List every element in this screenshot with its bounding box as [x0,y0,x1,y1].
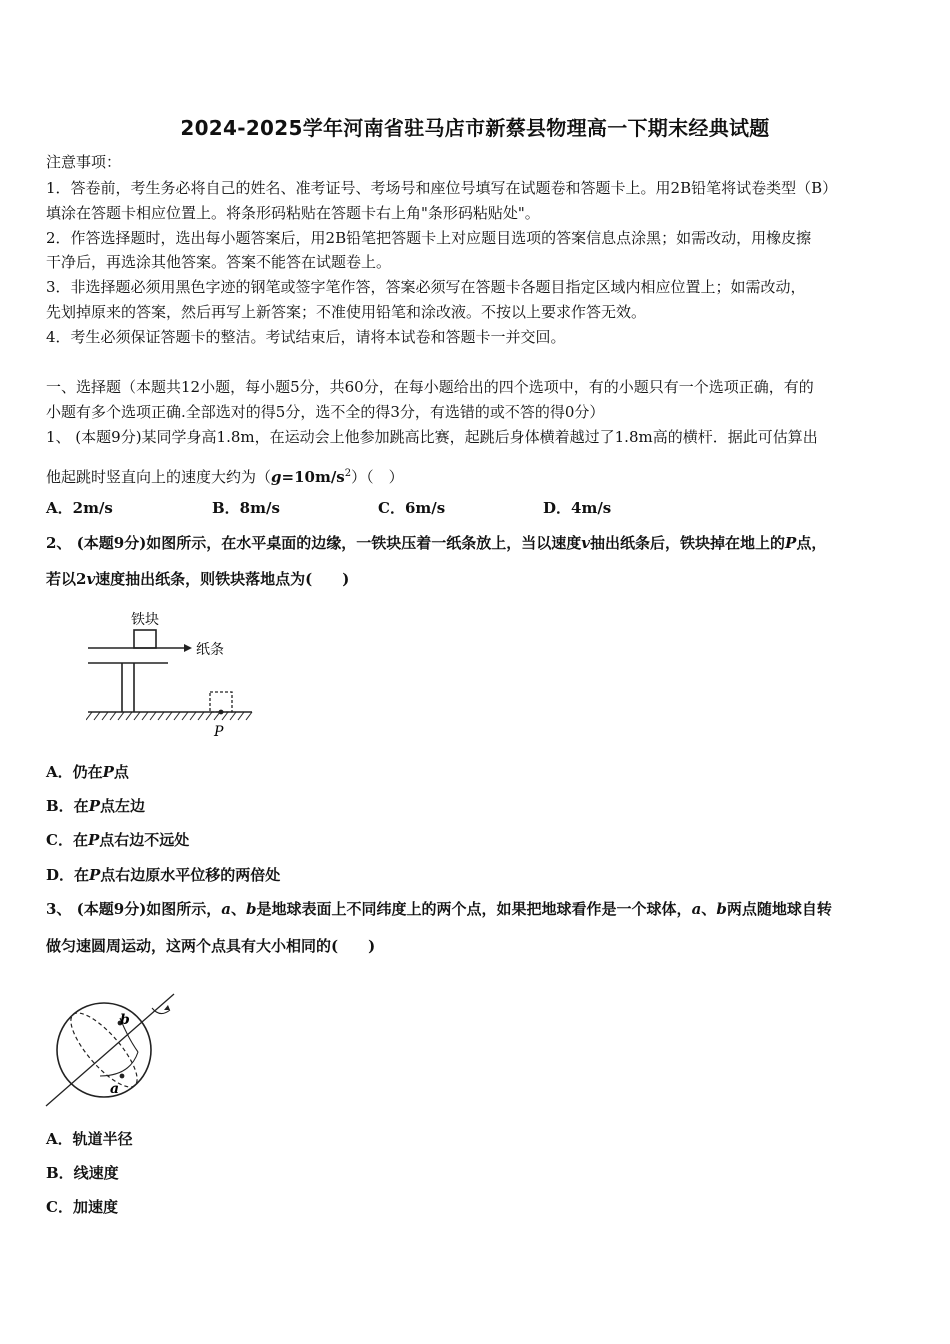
arrow-head-icon [164,1005,170,1010]
point-b-label: b [120,1012,130,1028]
q1-option-a[interactable]: A．2m/s [46,499,113,517]
q2-option-text: 点右边不远处 [99,831,190,849]
notice-line: 干净后，再选涂其他答案。答案不能答在试题卷上。 [46,253,392,271]
q2-option-text: 点左边 [99,797,145,815]
q2-text-part: 速度抽出纸条，则铁块落地点为( ) [95,570,350,588]
latitude-circle-a [100,1052,138,1076]
ground-hatching [86,712,252,720]
paper-strip-label: 纸条 [196,642,224,658]
point-b-symbol: b [716,900,727,918]
q3-text-part: 两点随地球自转 [726,900,832,918]
gravity-exponent: 2 [344,468,352,479]
q2-text-part: 2、 (本题9分)如图所示，在水平桌面的边缘，一铁块压着一纸条放上，当以速度 [46,534,582,552]
point-p-symbol: P [785,534,797,552]
velocity-symbol: v [581,534,591,552]
page-title: 2024-2025学年河南省驻马店市新蔡县物理高一下期末经典试题 [180,116,770,140]
q2-option-text: C．在 [46,831,88,849]
notice-line: 4．考生必须保证答题卡的整洁。考试结束后，请将本试卷和答题卡一并交回。 [46,328,566,346]
point-a-symbol: a [691,900,702,918]
point-a-label: a [110,1081,120,1097]
q1-text-part: ）（ ） [351,468,404,486]
q1-option-c[interactable]: C．6m/s [378,499,446,517]
table-iron-block-figure [86,606,258,742]
point-a-symbol: a [221,900,232,918]
q2-option-text: 点 [113,763,129,781]
point-p-symbol: P [89,866,101,884]
q2-text-part: 点， [796,534,827,552]
section-heading-cont: 小题有多个选项正确.全部选对的得5分，选不全的得3分，有选错的或不答的得0分） [46,403,605,421]
notice-line: 1．答卷前，考生务必将自己的姓名、准考证号、考场号和座位号填写在试题卷和答题卡上。用2B铅笔将试卷类型（B） [46,179,838,197]
earth-rotation-figure [42,990,182,1110]
q2-option-text: B．在 [46,797,89,815]
point-p-symbol: P [88,797,100,815]
point-p-symbol: P [87,831,100,849]
landing-outline [210,692,232,712]
arrow-right-icon [184,644,192,652]
q2-option-d[interactable] [46,865,280,885]
q2-text [46,533,826,553]
q2-text-cont [46,569,349,589]
q1-option-d[interactable]: D．4m/s [543,499,612,517]
notice-line: 先划掉原来的答案，然后再写上新答案；不准使用铅笔和涂改液。不按以上要求作答无效。 [46,303,647,321]
notice-heading: 注意事项： [46,153,122,171]
q2-option-text: A．仍在 [46,763,103,781]
q1-text-cont [46,464,404,487]
q1-option-b[interactable]: B．8m/s [212,499,280,517]
q2-option-c[interactable] [46,830,189,850]
iron-block-label: 铁块 [131,612,159,628]
velocity-symbol: v [86,570,96,588]
q2-text-part: 若以2 [46,570,87,588]
point-p-label: P [214,724,224,740]
q3-text-part: 、 [701,900,717,918]
q2-text-part: 抽出纸条后，铁块掉在地上的 [590,534,786,552]
point-p-dot [219,710,224,715]
q2-option-a[interactable] [46,762,129,782]
q3-option-b[interactable]: B．线速度 [46,1164,119,1182]
point-a-dot [120,1074,125,1079]
q3-option-a[interactable]: A．轨道半径 [46,1130,133,1148]
gravity-value: =10m/s [281,468,345,486]
point-b-symbol: b [246,900,257,918]
q3-text-part: 3、 (本题9分)如图所示， [46,900,222,918]
gravity-symbol: g [271,468,282,486]
q3-option-c[interactable]: C．加速度 [46,1198,118,1216]
notice-line: 2．作答选择题时，选出每小题答案后，用2B铅笔把答题卡上对应题目选项的答案信息点涂黑；如需改动，用橡皮擦 [46,229,812,247]
iron-block [134,630,156,648]
q3-text [46,899,832,919]
section-heading: 一、选择题（本题共12小题，每小题5分，共60分，在每小题给出的四个选项中，有的小题只有一个选项正确，有的 [46,378,814,396]
q3-text-cont: 做匀速圆周运动，这两个点具有大小相同的( ) [46,937,376,955]
q2-option-text: D．在 [46,866,90,884]
q1-text: 1、 (本题9分)某同学身高1.8m，在运动会上他参加跳高比赛，起跳后身体横着越过了1.8m高的横杆．据此可估算出 [46,428,818,446]
q2-option-b[interactable] [46,796,145,816]
notice-line: 填涂在答题卡相应位置上。将条形码粘贴在答题卡右上角"条形码粘贴处"。 [46,204,540,222]
q1-text-part: 他起跳时竖直向上的速度大约为（ [46,468,272,486]
point-p-symbol: P [102,763,114,781]
q3-text-part: 、 [231,900,247,918]
notice-line: 3．非选择题必须用黑色字迹的钢笔或签字笔作答，答案必须写在答题卡各题目指定区域内相应位置上；如需改动， [46,278,806,296]
q3-text-part: 是地球表面上不同纬度上的两个点，如果把地球看作是一个球体， [256,900,692,918]
q2-option-text: 点右边原水平位移的两倍处 [100,866,281,884]
